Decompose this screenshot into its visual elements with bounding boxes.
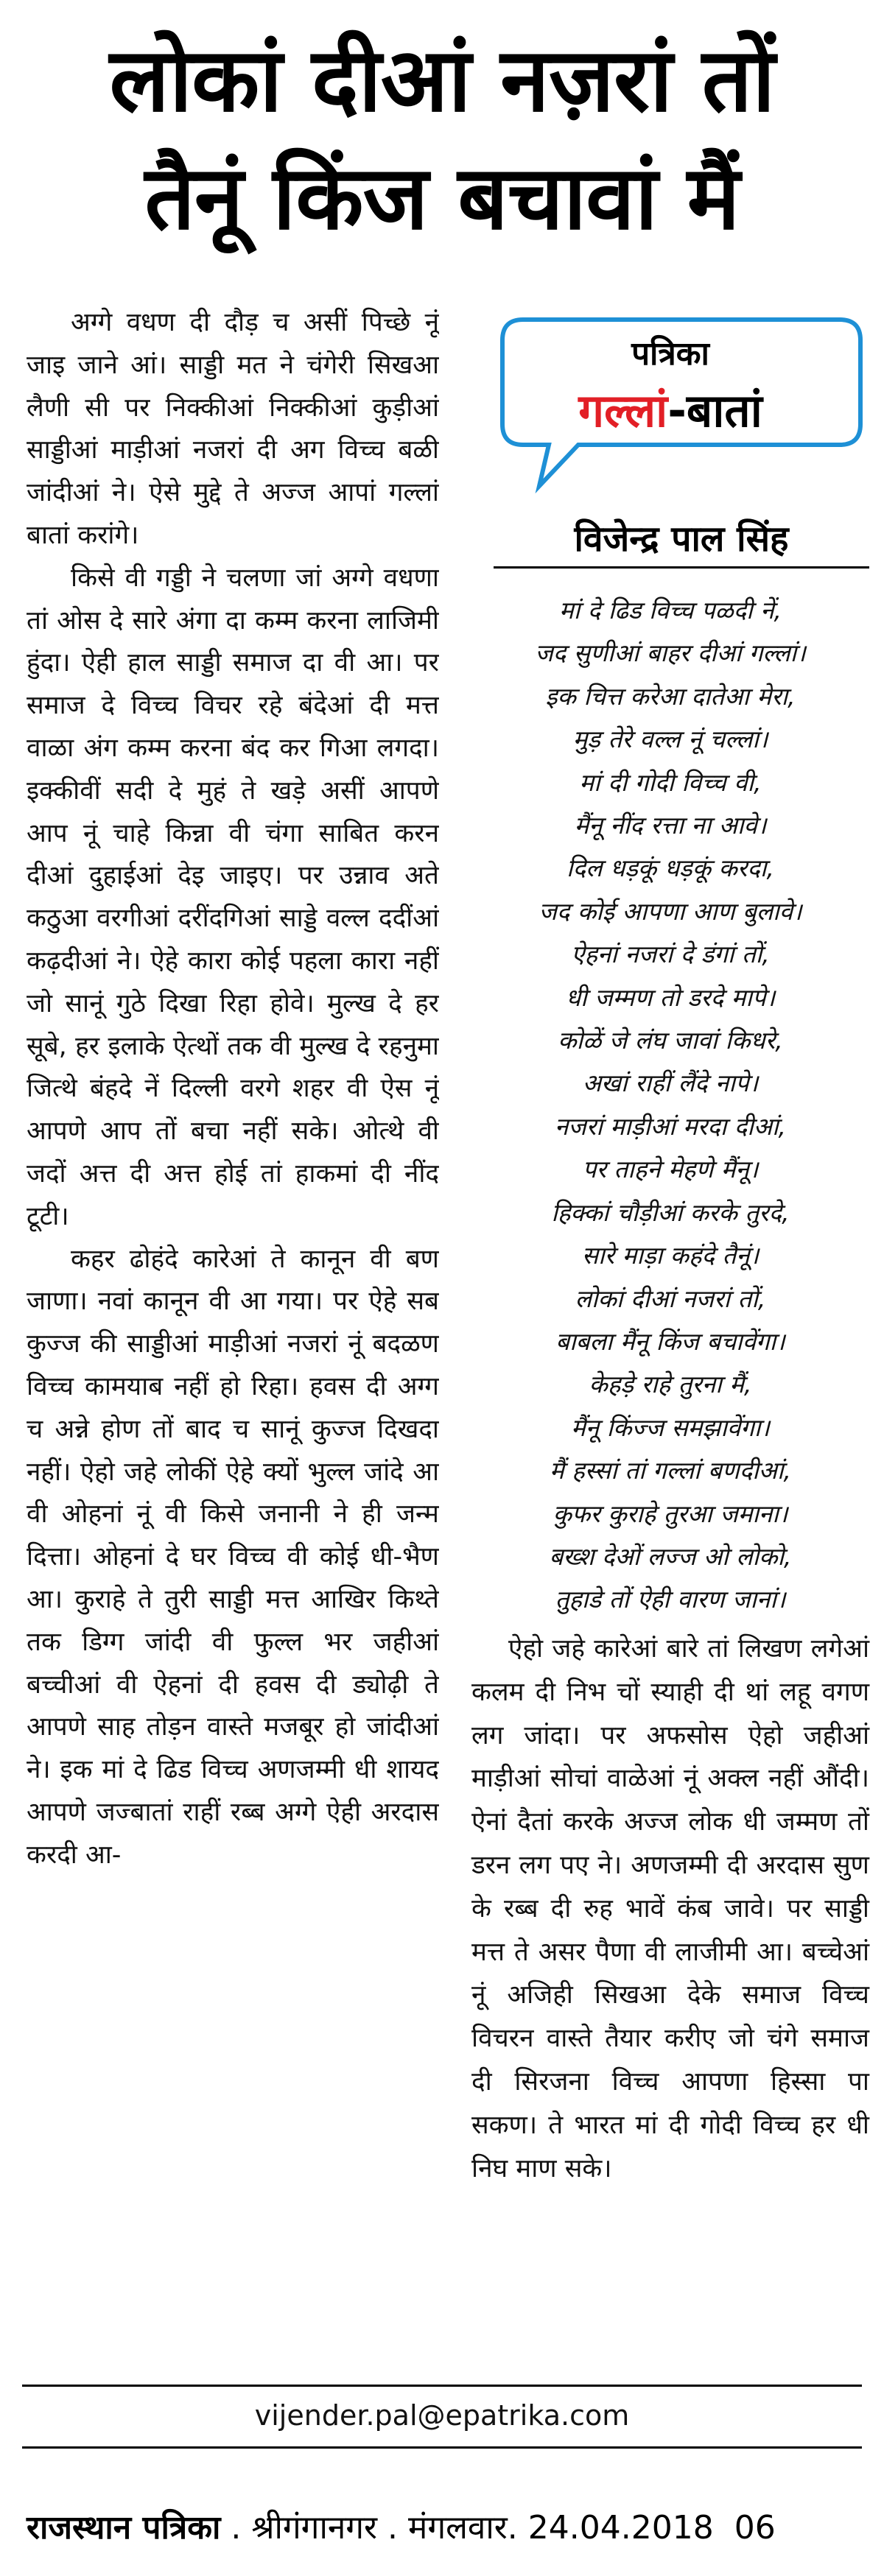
left-paragraph-3: कहर ढोहंदे कारेआं ते कानून वी बण जाणा। नवां कानून वी आ गया। पर ऐहे सब कुज्ज की साड्डीआं माड़ीआं नजरां नूं बदळण विच्च कामयाब नहीं हो रिहा। हवस दी अग्ग च अन्ने होण तों बाद च सानूं कुज्ज दिखदा नहीं। ऐहो जहे लोकीं ऐहे क्यों भुल्ल जांदे आ वी ओहनां नूं वी किसे जनानी ने ही जन्म दित्ता। ओहनां दे घर विच्च वी कोई धी-भैण आ। कुराहे ते तुरी साड्डी मत्त आखिर किथ्ते तक डिग्ग जांदी वी फुल्ल भर जहीआं बच्चीआं वी ऐहनां दी हवस दी ड्योढ़ी ते आपणे साह तोड़न वास्ते मजबूर हो जांदीआं ने। इक मां दे ढिड विच्च अणजम्मी धी शायद आपणे जज्बातां राहीं रब्ब अग्गे ऐही अरदास करदी आ- [27, 1244, 439, 1870]
poem-line: लोकां दीआं नजरां तों, [575, 1284, 766, 1313]
right-column [471, 302, 869, 2386]
right-text [471, 1627, 869, 2190]
author-byline: विजेन्द्र पाल सिंह [494, 514, 869, 569]
poem-line: इक चित्त करेआ दातेआ मेरा, [545, 681, 796, 711]
poem-line: धी जम्मण तो डरदे मापे। [565, 982, 776, 1012]
column-logo-dash: - [667, 384, 687, 437]
poem-line: मां दे ढिड विच्च पळदी नें, [558, 596, 782, 624]
footer-separator: . [507, 2509, 528, 2547]
poem-line: बख्श देओं लज्ज ओ लोको, [549, 1541, 792, 1571]
right-paragraph-1: ऐहो जहे कारेआं बारे तां लिखण लगेआं कलम दी निभ चों स्याही दी थां लहू वगण लग जांदा। पर अफसोस ऐहो जहीआं माड़ीआं सोचां वाळेआं नूं अक्ल नहीं औंदी। ऐनां दैतां करके अज्ज लोक धी जम्मण तों डरन लग पए ने। अणजम्मी दी अरदास सुण के रब्ब दी रुह भावें कंब जावे। पर साड्डी मत्त ते असर पैणा वी लाजीमी आ। बच्चेआं नूं अजिही सिखआ देके समाज विच्च विचरन वास्ते तैयार करीए जो चंगे समाज दी सिरजना विच्च आपणा हिस्सा पा सकण। ते भारत मां दी गोदी विच्च हर धी निघ माण सके। [471, 1634, 869, 2183]
divider-bottom [22, 2446, 862, 2449]
page-footer [27, 2504, 866, 2548]
footer-separator: . [377, 2509, 409, 2547]
poem-line: अखां राहीं लैंदे नापे। [582, 1069, 759, 1098]
divider-top [22, 2385, 862, 2387]
poem-line: नजरां माड़ीआं मरदा दीआं, [554, 1111, 787, 1141]
left-column [27, 302, 439, 2386]
poem-line: जद कोई आपणा आण बुलावे। [539, 896, 802, 926]
poem-line: मां दी गोदी विच्च वी, [579, 767, 762, 797]
footer-day: मंगलवार [408, 2509, 508, 2547]
column-logo-title [471, 379, 869, 440]
column-logo-red: गल्लां [578, 384, 668, 437]
left-paragraph-2: किसे वी गड्डी ने चलणा जां अग्गे वधणा तां ओस दे सारे अंगा दा कम्म करना लाजिमी हुंदा। ऐही हाल साड्डी समाज दा वी आ। पर समाज दे विच्च विचर रहे बंदेआं दी मत्त वाळा अंग कम्म करना बंद कर गिआ लगदा। इक्कीवीं सदी दे मुहं ते खड़े असीं आपणे आप नूं चाहे किन्ना वी चंगा साबित करन दीआं दुहाईआं देइ जाइए। पर उन्नाव अते कठुआ वरगीआं दरींदगिआं साड्डे वल्ल ददींआं कढ़दीआं ने। ऐहे कारा कोई पहला कारा नहीं जो सानूं गुठे दिखा रिहा होवे। मुल्ख दे हर सूबे, हर इलाके ऐत्थों तक वी मुल्ख दे रहनुमा जित्थे बंहदे नें दिल्ली वरगे शहर वी ऐस नूं आपणे आप तों बचा नहीं सके। ओत्थे वी जदों अत्त दी अत्त होई तां हाकमां दी नींद टूटी। [27, 563, 439, 1231]
headline [0, 22, 884, 258]
footer-city: श्रीगंगानगर [251, 2509, 378, 2547]
poem-line: मैं हस्सां तां गल्लां बणदीआं, [550, 1456, 791, 1485]
poem-line: पर ताहने मेहणे मैंनू। [582, 1155, 759, 1184]
poem-line: ऐहनां नजरां दे डंगां तों, [571, 940, 770, 969]
footer-page-number: 06 [734, 2509, 776, 2547]
headline-line-1: लोकां दीआं नज़रां तों [109, 29, 775, 132]
poem-line: हिक्कां चौड़ीआं करके तुरदे, [551, 1197, 790, 1227]
poem-line: कुफर कुराहे तुरआ जमाना। [552, 1499, 788, 1528]
poem-line: मैंनू किंज्ज समझावेंगा। [571, 1412, 770, 1442]
footer-separator: . [220, 2509, 252, 2547]
left-paragraph-1: अग्गे वधण दी दौड़ च असीं पिच्छे नूं जाइ जाने आं। साड्डी मत ने चंगेरी सिखआ लैणी सी पर निक्कीआं निक्कीआं कुड़ीआं साड्डीआं माड़ीआं नजरां दी अग विच्च बळी जांदीआं ने। ऐसे मुद्दे ते अज्ज आपां गल्लां बातां करांगे। [27, 308, 439, 550]
poem-line: तुहाडे तों ऐही वारण जानां। [555, 1585, 786, 1614]
poem-line: जद सुणीआं बाहर दीआं गल्लां। [535, 638, 806, 668]
poem-line: सारे माड़ा कहंदे तैनूं। [581, 1241, 760, 1270]
footer-brand: राजस्थान पत्रिका [27, 2509, 221, 2547]
poem-line: कोळें जे लंघ जावां किधरे, [558, 1026, 783, 1055]
poem-line: दिल धड़कूं धड़कूं करदा, [566, 854, 774, 883]
poem-line: केहड़े राहे तुरना मैं, [589, 1370, 752, 1399]
author-email: vijender.pal@epatrika.com [254, 2399, 630, 2432]
poem-line: मैंनू नींद रत्ता ना आवे। [574, 811, 767, 840]
poem-line: मुड़ तेरे वल्ल नूं चल्लां। [572, 725, 768, 754]
poem [471, 589, 869, 1622]
headline-line-2: तैनूं किंज बचावां मैं [144, 147, 740, 250]
column-logo-black: बातां [686, 384, 762, 437]
column-logo [471, 302, 869, 493]
footer-date: 24.04.2018 [527, 2509, 714, 2547]
poem-line: बाबला मैंनू किंज बचावेंगा। [555, 1326, 785, 1356]
column-logo-top: पत्रिका [631, 335, 709, 373]
